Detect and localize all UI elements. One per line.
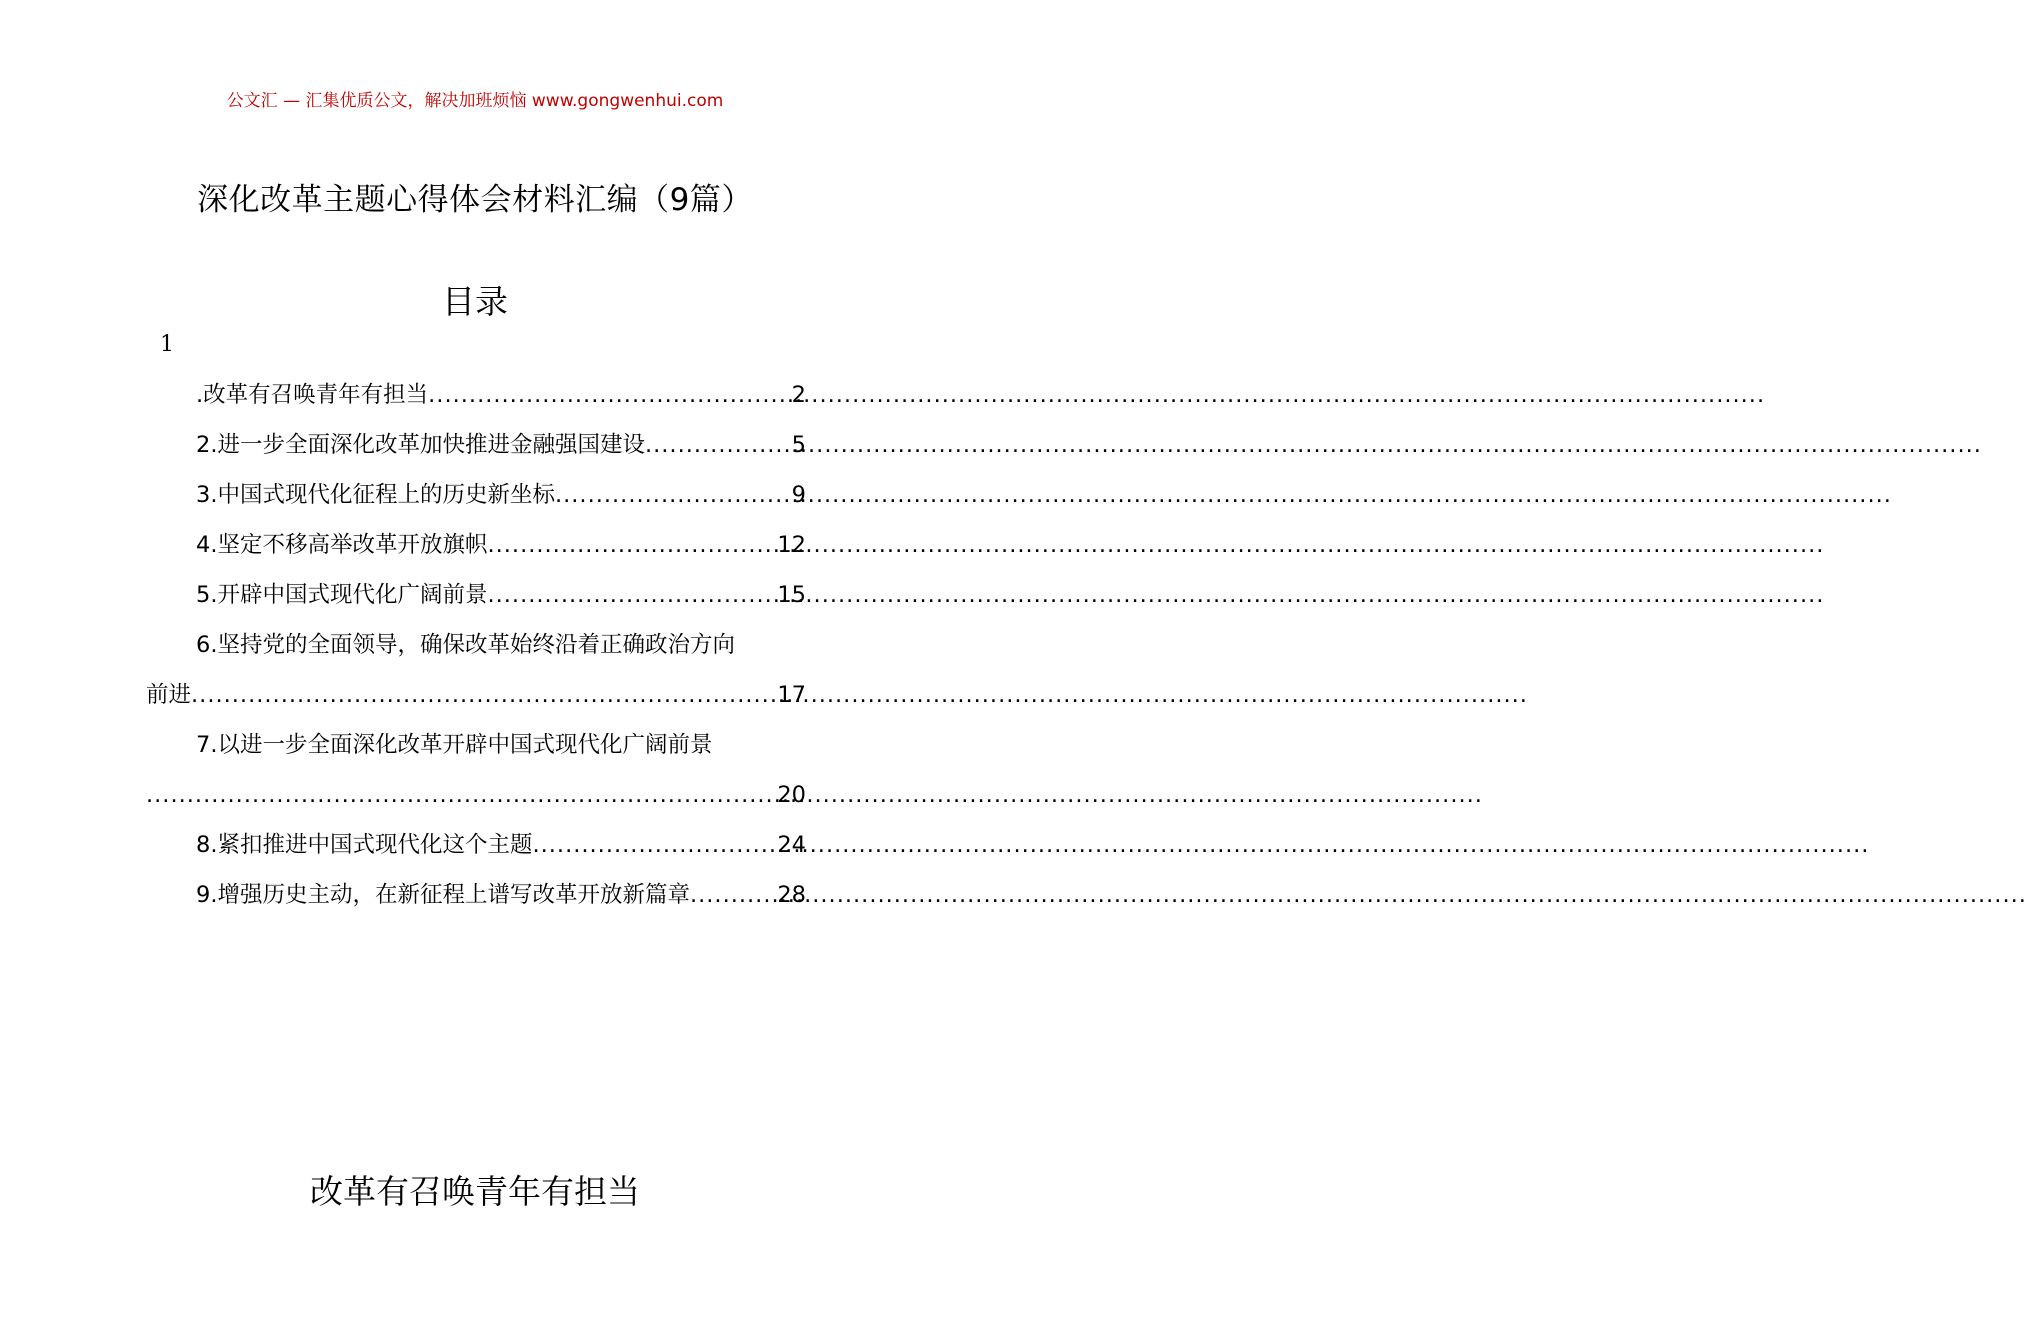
- toc-dot-leader: [428, 370, 790, 420]
- toc-entry-3[interactable]: [146, 470, 806, 520]
- document-title: 深化改革主题心得体会材料汇编（9篇）: [197, 182, 753, 218]
- toc-entry-8[interactable]: [146, 820, 806, 870]
- toc-page-number: 5: [791, 432, 806, 458]
- toc-dot-leader: [532, 820, 775, 870]
- toc-page-number: 20: [777, 782, 806, 808]
- toc-dot-leader: [191, 670, 775, 720]
- toc-page-number: 17: [777, 682, 806, 708]
- toc-entry-label: 3.中国式现代化征程上的历史新坐标: [196, 482, 555, 508]
- toc-page-number: 28: [777, 882, 806, 908]
- toc-entry-label: 8.紧扣推进中国式现代化这个主题: [196, 832, 533, 858]
- toc-heading: 目录: [442, 282, 508, 321]
- toc-page-number: 2: [791, 382, 806, 408]
- toc-entry-5[interactable]: [146, 570, 806, 620]
- toc-entry-9[interactable]: [146, 870, 806, 920]
- toc-dot-leader: [555, 470, 790, 520]
- toc-entry-label-continued: 前进: [146, 682, 192, 708]
- toc-entry-label: 2.进一步全面深化改革加快推进金融强国建设: [196, 432, 645, 458]
- toc-entry-label: 9.增强历史主动，在新征程上谱写改革开放新篇章: [196, 882, 690, 908]
- header-banner: 公文汇 — 汇集优质公文，解决加班烦恼 www.gongwenhui.com: [226, 91, 724, 111]
- section-title: 改革有召唤青年有担当: [310, 1172, 640, 1211]
- toc-entry-7-line1[interactable]: [146, 720, 806, 770]
- toc-entry-label: .改革有召唤青年有担当: [196, 382, 429, 408]
- toc-page-number: 24: [777, 832, 806, 858]
- toc-dot-leader: [146, 770, 775, 820]
- toc-entry-6-line1[interactable]: [146, 620, 806, 670]
- toc-entry-1[interactable]: [146, 370, 806, 420]
- toc-entry-label: 6.坚持党的全面领导，确保改革始终沿着正确政治方向: [196, 632, 735, 658]
- toc-page-number: 9: [791, 482, 806, 508]
- toc-entry-4[interactable]: [146, 520, 806, 570]
- toc-entry-6-line2[interactable]: [146, 670, 806, 720]
- table-of-contents: [146, 370, 806, 920]
- document-page: [0, 0, 950, 1344]
- toc-entry-label: 7.以进一步全面深化改革开辟中国式现代化广阔前景: [196, 732, 713, 758]
- toc-page-number: 12: [777, 532, 806, 558]
- toc-dot-leader: [487, 520, 775, 570]
- toc-entry-label: 4.坚定不移高举改革开放旗帜: [196, 532, 488, 558]
- toc-dot-leader: [487, 570, 775, 620]
- toc-dot-leader: [645, 420, 790, 470]
- toc-entry-2[interactable]: [146, 420, 806, 470]
- toc-entry-label: 5.开辟中国式现代化广阔前景: [196, 582, 488, 608]
- toc-entry-7-line2[interactable]: [146, 770, 806, 820]
- toc-page-number: 15: [777, 582, 806, 608]
- list-number: 1: [160, 332, 174, 357]
- toc-dot-leader: [690, 870, 775, 920]
